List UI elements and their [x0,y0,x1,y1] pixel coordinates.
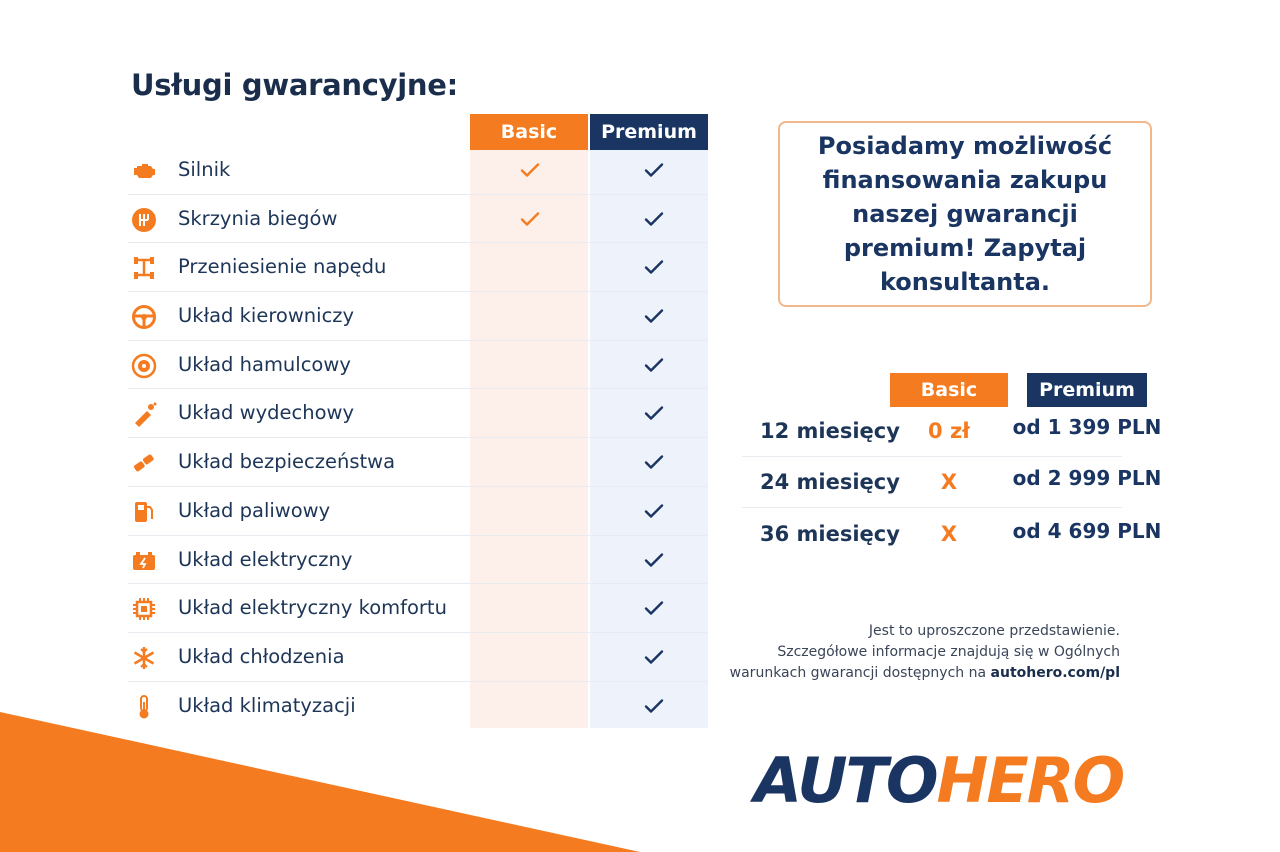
premium-check-icon [642,304,666,328]
premium-check-icon [642,207,666,231]
pricing-basic-value: X [940,522,958,546]
logo-auto: AUTO [754,744,937,817]
service-label: Przeniesienie napędu [178,255,387,279]
drivetrain-icon [131,255,157,281]
service-row [128,682,708,730]
financing-info-text: Posiadamy możliwość finansowania zakupu naszej gwarancji premium! Zapytaj konsultanta. [817,132,1113,296]
service-label: Układ paliwowy [178,498,331,522]
premium-check-icon [642,353,666,377]
service-row [128,536,708,585]
thermometer-icon [131,694,157,720]
website-link[interactable]: autohero.com/pl [990,665,1120,681]
service-row [128,633,708,682]
snowflake-icon [131,645,157,671]
pricing-premium-value: od 4 699 PLN [1012,519,1162,543]
pricing-premium-header: Premium [1027,373,1147,407]
financing-info-box [778,121,1152,307]
service-label: Układ chłodzenia [178,644,345,668]
premium-check-icon [642,499,666,523]
premium-check-icon [642,548,666,572]
service-label: Układ klimatyzacji [178,693,356,717]
brake-disc-icon [131,353,157,379]
premium-check-icon [642,450,666,474]
service-label: Skrzynia biegów [178,206,338,230]
service-label: Układ elektryczny [178,547,353,571]
service-row [128,389,708,438]
pricing-period: 36 miesięcy [760,522,900,546]
battery-icon [131,548,157,574]
services-table [128,146,708,729]
engine-icon [131,158,157,184]
service-label: Układ bezpieczeństwa [178,450,396,474]
pricing-period: 24 miesięcy [760,470,900,494]
basic-check-icon [518,207,542,231]
service-row [128,243,708,292]
service-row [128,341,708,390]
pricing-basic-value: 0 zł [928,419,970,443]
service-label: Silnik [178,158,231,181]
logo-hero: HERO [936,744,1124,817]
premium-check-icon [642,158,666,182]
pricing-basic-value: X [940,470,958,494]
premium-check-icon [642,401,666,425]
autohero-logo [754,744,1124,817]
note-line: warunkach gwarancji dostępnych na [729,665,987,681]
seatbelt-icon [131,450,157,476]
service-label: Układ hamulcowy [178,352,351,376]
pricing-row [742,456,1162,508]
premium-column-header: Premium [590,114,708,150]
pricing-premium-value: od 2 999 PLN [1012,466,1162,490]
service-label: Układ elektryczny komfortu [178,596,447,620]
premium-check-icon [642,255,666,279]
premium-check-icon [642,596,666,620]
service-row [128,292,708,341]
gearbox-icon [131,207,157,233]
chip-icon [131,596,157,622]
note-line: Jest to uproszczone przedstawienie. [868,623,1120,639]
page-title: Usługi gwarancyjne: [131,68,458,102]
exhaust-icon [131,401,157,427]
pricing-premium-value: od 1 399 PLN [1012,415,1162,439]
fuel-pump-icon [131,499,157,525]
premium-check-icon [642,694,666,718]
service-row [128,584,708,633]
service-row [128,195,708,244]
premium-check-icon [642,645,666,669]
note-line: Szczegółowe informacje znajdują się w Ogólnych [777,644,1120,660]
pricing-basic-header: Basic [890,373,1008,407]
basic-check-icon [518,158,542,182]
service-row [128,487,708,536]
steering-wheel-icon [131,304,157,330]
pricing-row [742,405,1162,457]
basic-column-header: Basic [470,114,588,150]
pricing-period: 12 miesięcy [760,419,900,443]
service-row [128,438,708,487]
service-label: Układ kierowniczy [178,304,355,328]
service-row [128,146,708,195]
service-label: Układ wydechowy [178,401,354,425]
disclaimer-note [730,621,1120,684]
pricing-row [742,508,1162,560]
